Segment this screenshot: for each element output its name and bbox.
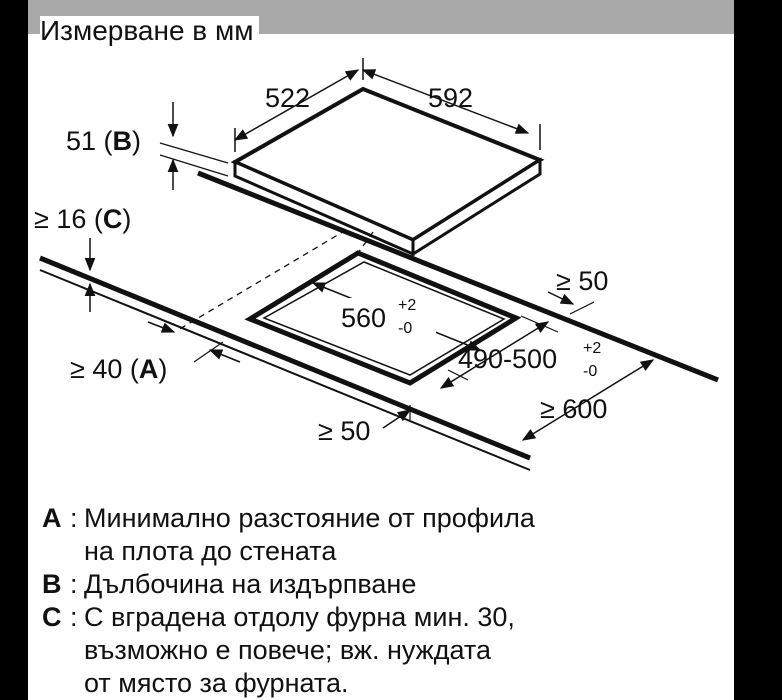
dim-592-label: 592 xyxy=(428,83,474,113)
dim-40-arrow-right xyxy=(210,350,240,362)
legend-item-b: B : Дълбочина на издърпване xyxy=(42,569,417,599)
dim-40-label: ≥ 40 (A) xyxy=(70,354,168,384)
dim-490-tol-minus: -0 xyxy=(583,363,598,380)
legend-item-a-line2: на плота до стената xyxy=(84,536,337,566)
dim-522-label: 522 xyxy=(265,83,311,113)
dim-600-label: ≥ 600 xyxy=(540,394,608,424)
dim-50-right-label: ≥ 50 xyxy=(556,266,609,296)
dim-50-front-label: ≥ 50 xyxy=(318,416,371,446)
dim-51-label: 51 (B) xyxy=(66,126,142,156)
diagram-title: Измерване в мм xyxy=(40,16,259,46)
legend-item-a: A : Минимално разстояние от профила xyxy=(42,503,535,533)
legend-item-c-line2: възможно е повече; вж. нуждата xyxy=(84,635,492,665)
dim-490-tol-plus: +2 xyxy=(583,340,602,357)
legend-item-c: C : С вградена отдолу фурна мин. 30, xyxy=(42,602,515,632)
dim-560-label: 560 xyxy=(341,303,387,333)
dim-560-tol-minus: -0 xyxy=(398,320,413,337)
dim-490-label: 490-500 xyxy=(458,344,558,374)
dim-560-tol-plus: +2 xyxy=(398,297,417,314)
diagram-page xyxy=(28,0,734,700)
legend xyxy=(42,502,535,700)
dim-16-label: ≥ 16 (C) xyxy=(34,204,132,234)
legend-item-c-line3: от място за фурната. xyxy=(84,668,349,698)
